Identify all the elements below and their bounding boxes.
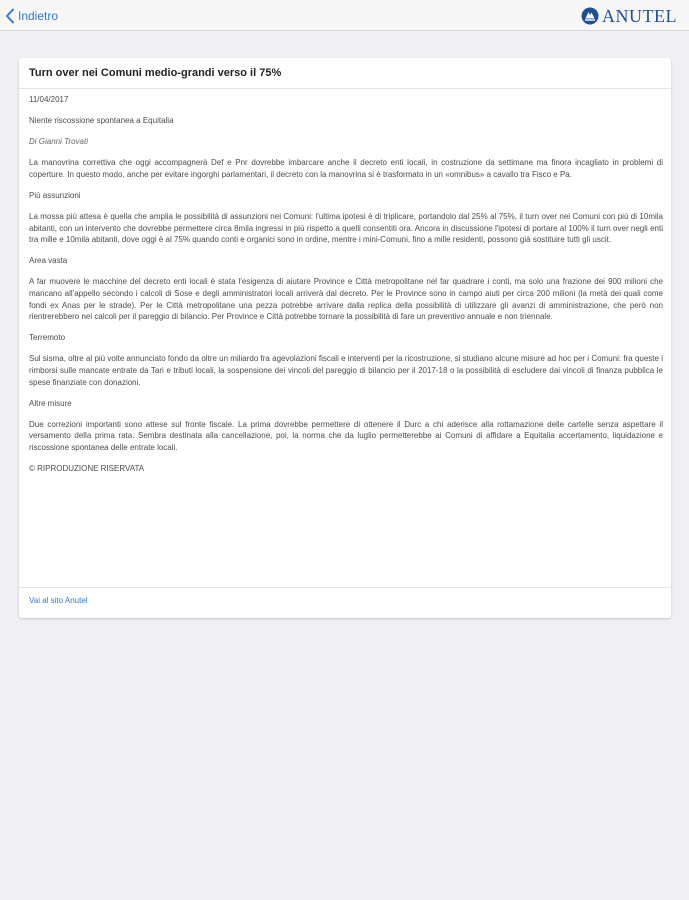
back-button-label: Indietro xyxy=(18,9,59,23)
article-subtitle: Niente riscossione spontanea a Equitalia xyxy=(29,116,174,126)
navigation-bar xyxy=(0,0,689,31)
title-divider xyxy=(19,88,671,89)
anutel-logo-icon xyxy=(581,7,599,25)
article-paragraph: Due correzioni importanti sono attese sul fronte fiscale. La prima dovrebbe permettere di ottenere il Durc a chi aderisce alla rottamazione delle cartelle senza aspettare il versamento della prima rata. Sembra destinata alla cancellazione, poi, la norma che da luglio permetterebbe ai Comuni di affidare a Equitalia accertamento, liquidazione e riscossione spontanea delle entrate locali. xyxy=(29,419,663,452)
article-title: Turn over nei Comuni medio-grandi verso il 75% xyxy=(29,67,282,79)
article-paragraph: Sul sisma, oltre al più volte annunciato fondo da oltre un miliardo fra agevolazioni fiscali e interventi per la ricostruzione, si studiano alcune misure ad hoc per i Comuni: fra queste i rimborsi sulle mancate entrate da Tari e tributi locali, la sospensione dei vincoli del pareggio di bilancio per il 2017-18 o la possibilità di escludere dai vincoli di finanza pubblica le spese finanziate con donazioni. xyxy=(29,354,663,387)
anutel-site-link[interactable]: Vai al sito Anutel xyxy=(29,596,88,605)
section-heading: Area vasta xyxy=(29,256,68,266)
article-paragraph: La mossa più attesa è quella che amplia le possibilità di assunzioni nei Comuni: l'ultima ipotesi è di triplicare, portandolo dal 25% al 75%, il turn over nei Comuni con più di 10mila abitanti, con un intervento che dovrebbe permettere circa 8mila ingressi in più rispetto a quelli consentiti ora. Ancora in discussione l'ipotesi di portare al 100% il turn over negli enti tra mille e 10mila abitanti, dove oggi è al 75% quando conti e organici sono in ordine, mentre i mini-Comuni, fino a mille residenti, possono già sostituire tutti gli uscit. xyxy=(29,212,663,245)
back-button[interactable] xyxy=(5,7,58,25)
brand-name: ANUTEL xyxy=(602,6,677,26)
article-date: 11/04/2017 xyxy=(29,95,69,104)
article-paragraph: La manovrina correttiva che oggi accompagnerà Def e Pnr dovrebbe imbarcare anche il decreto enti locali, in costruzione da settimane ma finora incagliato in problemi di coperture. In questo modo, anche per evitare ingorghi parlamentari, il decreto con la manovrina si è trasformato in un «omnibus» a cavallo tra Fisco e Pa. xyxy=(29,158,663,179)
article-paragraph: A far muovere le macchine del decreto enti locali è stata l'esigenza di aiutare Province e Città metropolitane nel far quadrare i conti, ma solo una frazione dei 900 milioni che mancano all'appello secondo i calcoli di Sose e degli amministratori locali arriverà dal decreto. Per le Province sono in campo aiuti per circa 200 milioni (la metà dei quali come fondi ex Anas per le strade). Per le Città metropolitane una pezza potrebbe arrivare dalla replica della possibilità di utilizzare gli avanzi di amministrazione, che però non rientrerebbero nei calcoli per il pareggio di bilancio. Per Province e Città potrebbe tornare la possibilità di fare un preventivo annuale e non triennale. xyxy=(29,277,663,322)
section-heading: Più assunzioni xyxy=(29,190,81,200)
brand xyxy=(581,6,677,26)
section-heading: Terremoto xyxy=(29,333,66,343)
chevron-left-icon xyxy=(5,8,15,24)
footer-divider xyxy=(19,587,671,588)
article-card xyxy=(19,58,671,618)
article-body xyxy=(29,94,663,484)
section-heading: Altre misure xyxy=(29,398,72,408)
article-author: Di Gianni Trovati xyxy=(29,137,88,147)
copyright-notice: © RIPRODUZIONE RISERVATA xyxy=(29,464,145,474)
